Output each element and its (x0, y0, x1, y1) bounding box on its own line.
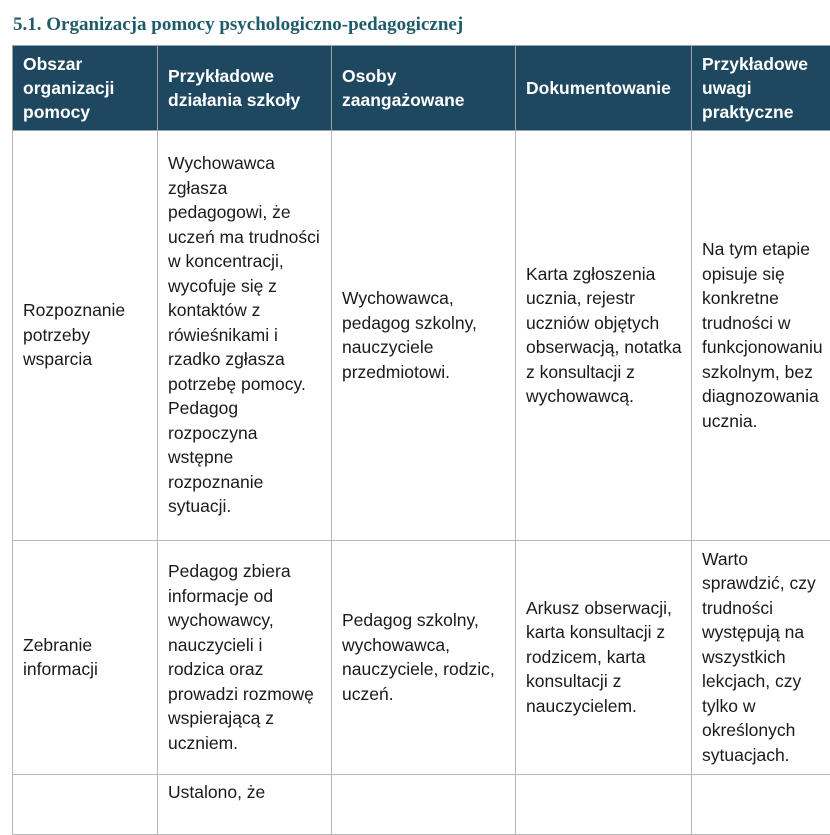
section-title: 5.1. Organizacja pomocy psychologiczno-pedagogicznej (13, 14, 463, 36)
cell-notes: Warto sprawdzić, czy trudności występują na wszystkich lekcjach, czy tylko w określonych sytuacjach. (692, 541, 830, 775)
header-actions: Przykładowe działania szkoły (158, 46, 332, 131)
cell-people: Wychowawca, pedagog szkolny, nauczyciele przedmiotowi. (332, 131, 516, 541)
cell-actions: Wychowawca zgłasza pedagogowi, że uczeń ma trudności w koncentracji, wycofuje się z kontaktów z rówieśnikami i rzadko zgłasza potrzebę pomocy. Pedagog rozpoczyna wstępne rozpoznanie sytuacji. (158, 131, 332, 541)
support-organization-table (12, 45, 830, 835)
header-area: Obszar organizacji pomocy (13, 46, 158, 131)
header-notes: Przykładowe uwagi praktyczne (692, 46, 830, 131)
cell-docs: Arkusz obserwacji, karta konsultacji z rodzicem, karta konsultacji z nauczycielem. (516, 541, 692, 775)
cell-people: Pedagog szkolny, wychowawca, nauczyciele, rodzic, uczeń. (332, 541, 516, 775)
cell-actions: Ustalono, że (158, 775, 332, 835)
table-row (13, 541, 830, 775)
header-docs: Dokumentowanie (516, 46, 692, 131)
cell-notes: Na tym etapie opisuje się konkretne trudności w funkcjonowaniu szkolnym, bez diagnozowania ucznia. (692, 131, 830, 541)
table-header-row (13, 46, 830, 131)
cell-area: Zebranie informacji (13, 541, 158, 775)
cell-area: Rozpoznanie potrzeby wsparcia (13, 131, 158, 541)
cell-docs: Karta zgłoszenia ucznia, rejestr uczniów objętych obserwacją, notatka z konsultacji z wychowawcą. (516, 131, 692, 541)
cell-actions: Pedagog zbiera informacje od wychowawcy, nauczycieli i rodzica oraz prowadzi rozmowę wspierającą z uczniem. (158, 541, 332, 775)
table-row (13, 131, 830, 541)
header-people: Osoby zaangażowane (332, 46, 516, 131)
